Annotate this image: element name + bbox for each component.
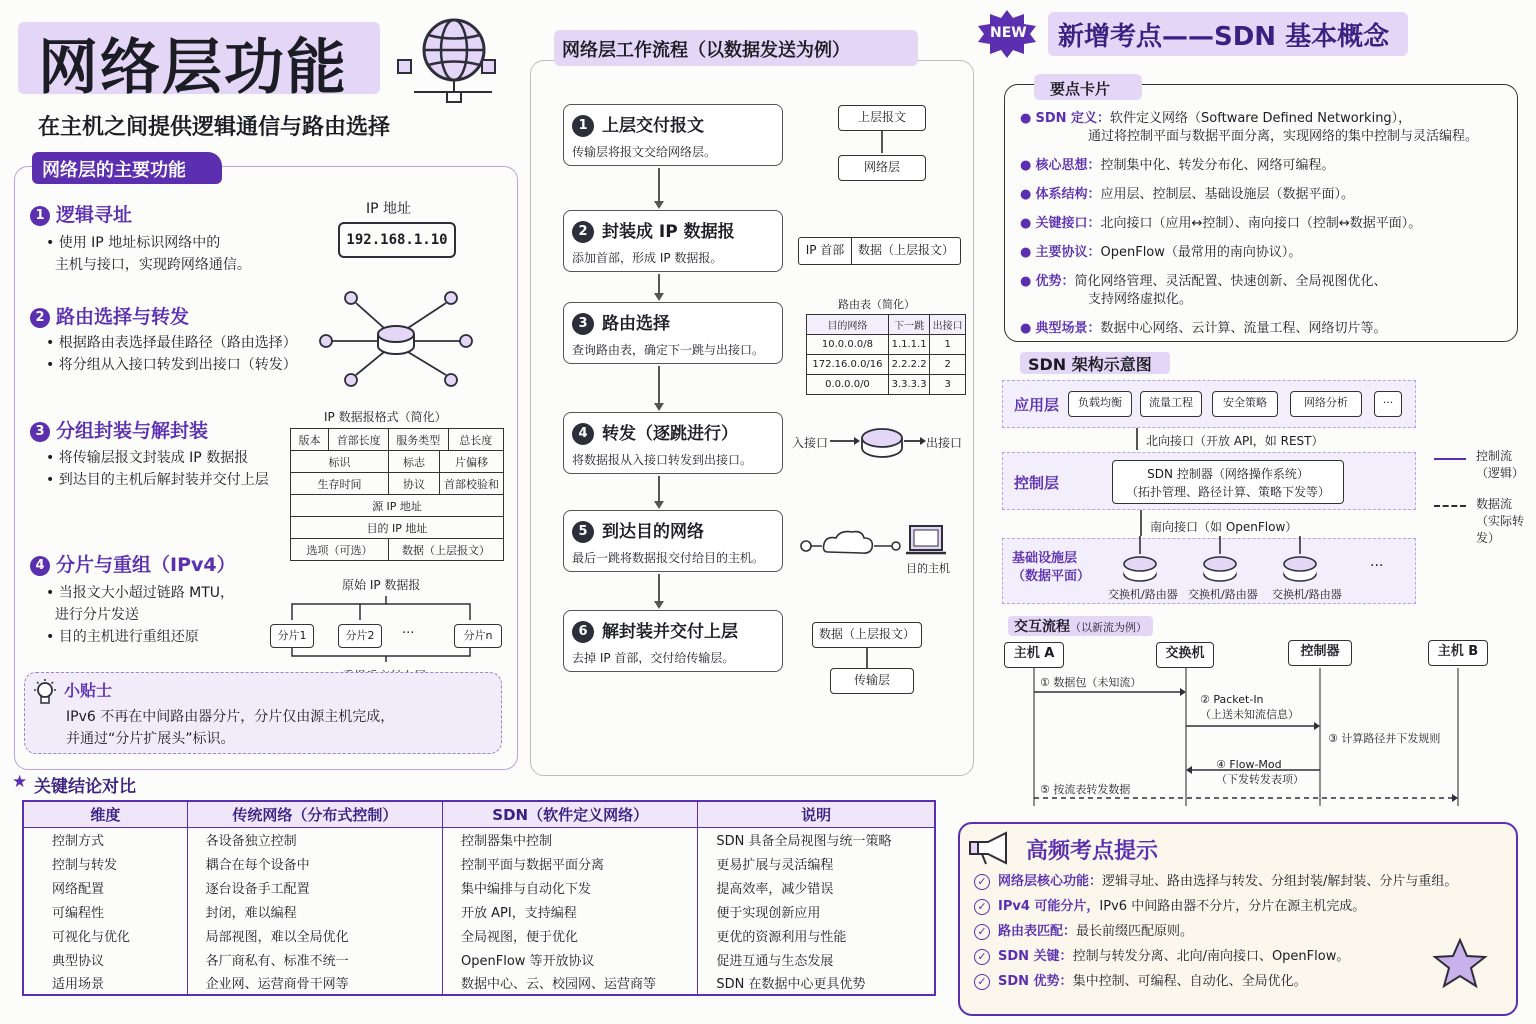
flow-title-text: 交互流程: [1014, 619, 1070, 635]
sdn-key-point: [1020, 273, 1510, 309]
step-description: 将数据报从入接口转发到出接口。: [572, 453, 753, 467]
rt-cell: 3.3.3.3: [888, 375, 929, 395]
workflow-step: [563, 302, 783, 364]
function-4-bullets: • 当报文大小超过链路 MTU， 进行分片发送 • 目的主机进行重组还原: [46, 585, 235, 645]
exam-tip-value: IPv6 中间路由器不分片，分片在源主机完成。: [1099, 899, 1366, 914]
app-layer-label: 应用层: [1014, 396, 1060, 414]
format-cell: 总长度: [448, 429, 503, 451]
connector: [881, 131, 883, 153]
upper-message-box: 上层报文: [838, 105, 926, 131]
rt-cell: 2: [930, 355, 966, 375]
bullet-text: 进行分片发送: [54, 607, 139, 623]
exam-tip-item: [974, 870, 1457, 890]
format-cell: 目的 IP 地址: [291, 517, 504, 539]
exam-tip-item: [974, 970, 1307, 990]
tip-line: 并通过“分片扩展头”标识。: [66, 731, 235, 747]
key-point-value: 数据中心网络、云计算、流量工程、网络切片等。: [1100, 321, 1387, 336]
step-title: [572, 309, 774, 335]
app-box: 网络分析: [1290, 391, 1362, 417]
step-number: 2: [572, 221, 594, 243]
step-connector: [658, 168, 660, 202]
step-arrowhead: [654, 501, 664, 509]
switch-label: 交换机/路由器: [1108, 588, 1178, 601]
step-description: 去掉 IP 首部，交付给传输层。: [572, 651, 735, 665]
routing-table: [806, 314, 966, 395]
format-cell: 首部长度: [329, 429, 389, 451]
actor-switch: 交换机: [1156, 642, 1214, 668]
bullet-dot: ●: [1020, 158, 1036, 173]
legend-text: 控制流: [1476, 449, 1513, 463]
app-box: 安全策略: [1212, 391, 1278, 417]
flow-msg-text: （上送未知流信息）: [1200, 708, 1299, 721]
bullet-text: 当报文大小超过链路 MTU，: [58, 585, 235, 601]
step-title: [572, 617, 774, 643]
compare-cell: 逐台设备手工配置: [187, 875, 442, 899]
step-connector: [658, 274, 660, 294]
key-point-value-2: 通过将控制平面与数据平面分离，实现网络的集中控制与灵活编程。: [1088, 129, 1479, 144]
number-badge: 2: [30, 308, 50, 328]
step-description: 最后一跳将数据报交付给目的主机。: [572, 551, 765, 565]
function-3-title: [30, 416, 208, 443]
format-cell: 协议: [388, 473, 439, 495]
ip-data-box: 数据（上层报文）: [851, 237, 961, 265]
table-row: [23, 875, 935, 899]
legend-text: 数据流: [1476, 497, 1513, 511]
sdn-controller-box: [1112, 460, 1344, 504]
flow-subtitle: （以新流为例）: [1070, 621, 1147, 634]
network-layer-box: 网络层: [838, 155, 926, 181]
compare-cell: 各厂商私有、标准不统一: [187, 947, 442, 971]
table-row: [23, 947, 935, 971]
fragment-1: 分片1: [270, 624, 314, 648]
compare-cell: 典型协议: [23, 947, 187, 971]
number-badge: 4: [30, 556, 50, 576]
step-title-text: 转发（逐跳进行）: [602, 424, 738, 444]
step-title: [572, 217, 774, 243]
check-icon: ✓: [974, 924, 990, 940]
compare-cell: 控制平面与数据平面分离: [443, 851, 698, 875]
rt-header: 出接口: [930, 315, 966, 335]
step-number: 3: [572, 313, 594, 335]
format-cell: 标识: [291, 451, 389, 473]
legend-text: （实际转发）: [1476, 514, 1525, 545]
rt-cell: 2.2.2.2: [888, 355, 929, 375]
exam-tip-key: 网络层核心功能：: [998, 874, 1103, 889]
switch-label: 交换机/路由器: [1188, 588, 1258, 601]
step-title-text: 到达目的网络: [602, 522, 704, 542]
original-datagram-label: 原始 IP 数据报: [342, 578, 421, 592]
check-icon: ✓: [974, 949, 990, 965]
compare-cell: 各设备独立控制: [187, 827, 442, 851]
compare-cell: 集中编排与自动化下发: [443, 875, 698, 899]
exam-tip-value: 最长前缀匹配原则。: [1076, 924, 1194, 939]
exam-tip-value: 集中控制、可编程、自动化、全局优化。: [1072, 974, 1307, 989]
app-box: 负载均衡: [1068, 391, 1132, 417]
key-point-value: 北向接口（应用↔控制）、南向接口（控制↔数据平面）。: [1100, 216, 1422, 231]
exam-tip-item: [974, 895, 1365, 915]
exam-tip-key: SDN 优势：: [998, 974, 1073, 989]
rt-cell: 1.1.1.1: [888, 335, 929, 355]
format-cell: 选项（可选）: [291, 539, 389, 561]
step-description: 添加首部，形成 IP 数据报。: [572, 251, 723, 265]
bullet-dot: ●: [1020, 216, 1036, 231]
rt-cell: 10.0.0.0/8: [807, 335, 889, 355]
compare-cell: 更优的资源利用与性能: [698, 923, 935, 947]
bullet-dot: ●: [1020, 187, 1036, 202]
rt-cell: 0.0.0.0/0: [807, 375, 889, 395]
out-interface-label: 出接口: [926, 436, 963, 450]
step-title: [572, 419, 774, 445]
table-row: [23, 923, 935, 947]
format-cell: 片偏移: [440, 451, 504, 473]
step-connector: [658, 476, 660, 502]
exam-tip-key: SDN 关键：: [998, 949, 1073, 964]
ip-format-title: IP 数据报格式（简化）: [324, 410, 447, 424]
sdn-key-point: [1020, 244, 1510, 262]
legend-text: （逻辑）: [1476, 466, 1525, 480]
function-1-title: [30, 200, 132, 227]
compare-cell: 数据中心、云、校园网、运营商等: [443, 971, 698, 995]
sdn-key-point: [1020, 215, 1510, 233]
key-point-label: 关键接口：: [1035, 216, 1101, 231]
actor-host-b: 主机 B: [1428, 640, 1488, 666]
control-flow-legend-line: [1434, 458, 1466, 460]
tip-line: IPv6 不再在中间路由器分片，分片仅由源主机完成，: [66, 709, 395, 725]
compare-cell: 适用场景: [23, 971, 187, 995]
switch-icons: [1110, 536, 1360, 584]
exam-tip-value: 控制与转发分离、北向/南向接口、OpenFlow。: [1072, 949, 1350, 964]
bullet-dot: ●: [1020, 111, 1036, 126]
control-layer-label: 控制层: [1014, 474, 1060, 492]
bullet-text: 到达目的主机后解封装并交付上层: [58, 472, 269, 488]
ip-datagram-format-table-3: [290, 538, 504, 561]
rt-header: 下一跳: [888, 315, 929, 335]
compare-cell: 控制方式: [23, 827, 187, 851]
format-cell: 生存时间: [291, 473, 389, 495]
control-flow-legend: [1476, 448, 1524, 482]
tip-text: [66, 706, 394, 750]
ip-datagram-format-table: [290, 428, 504, 451]
ip-header-box: IP 首部: [798, 237, 852, 265]
function-1-label: 逻辑寻址: [56, 204, 133, 226]
function-4-label: 分片与重组（IPv4）: [56, 554, 236, 576]
flow-title: [1008, 616, 1153, 636]
workflow-step: [563, 104, 783, 166]
workflow-step: [563, 610, 783, 672]
function-2-title: [30, 302, 189, 329]
compare-cell: SDN 具备全局视图与统一策略: [698, 827, 935, 851]
switch-label: 交换机/路由器: [1272, 588, 1342, 601]
rt-header: 目的网络: [807, 315, 889, 335]
ip-address-box: 192.168.1.10: [338, 222, 456, 258]
compare-cell: 局部视图，难以全局优化: [187, 923, 442, 947]
compare-cell: 封闭，难以编程: [187, 899, 442, 923]
key-point-label: 主要协议：: [1035, 245, 1101, 260]
compare-cell: 全局视图，便于优化: [443, 923, 698, 947]
router-forwarding-icon: [316, 284, 476, 394]
step-arrowhead: [654, 293, 664, 301]
flow-msg-text: （下发转发表项）: [1216, 773, 1304, 786]
key-point-label: 体系结构：: [1035, 187, 1101, 202]
table-row: [23, 899, 935, 923]
check-icon: ✓: [974, 974, 990, 990]
exam-tip-item: [974, 945, 1349, 965]
app-box: 流量工程: [1140, 391, 1202, 417]
step-description: 传输层将报文交给网络层。: [572, 145, 717, 159]
key-point-label: SDN 定义：: [1035, 111, 1111, 126]
megaphone-icon: [968, 830, 1014, 866]
step-title-text: 路由选择: [602, 314, 670, 334]
flow-msg-5: ⑤ 按流表转发数据: [1040, 783, 1131, 796]
bullet-dot: ●: [1020, 321, 1036, 336]
flow-msg-2: [1200, 692, 1299, 722]
infra-label-line: 基础设施层: [1012, 551, 1078, 566]
rt-cell: 172.16.0.0/16: [807, 355, 889, 375]
connector: [866, 648, 868, 668]
star-decoration-icon: [1430, 936, 1490, 992]
globe-network-icon: [392, 10, 502, 105]
upper-data-box: 数据（上层报文）: [812, 622, 922, 648]
step-description: 查询路由表，确定下一跳与出接口。: [572, 343, 765, 357]
step-connector: [658, 574, 660, 602]
key-point-label: 典型场景：: [1035, 321, 1101, 336]
tip-title: 小贴士: [64, 681, 113, 700]
step-title-text: 上层交付报文: [602, 116, 704, 136]
format-cell: 服务类型: [388, 429, 448, 451]
workflow-step: [563, 412, 783, 474]
sdn-key-point: [1020, 186, 1510, 204]
dest-host-label: 目的主机: [906, 562, 950, 575]
card-title: 要点卡片: [1050, 80, 1111, 98]
bullet-dot: ●: [1020, 245, 1036, 260]
number-badge: 1: [30, 206, 50, 226]
bullet-text: 将传输层报文封装成 IP 数据报: [58, 450, 249, 466]
compare-cell: OpenFlow 等开放协议: [443, 947, 698, 971]
step-title: [572, 517, 774, 543]
flow-msg-3: ③ 计算路径并下发规则: [1328, 732, 1441, 745]
app-box: ···: [1374, 391, 1402, 417]
compare-header-cell: 维度: [23, 801, 187, 827]
key-point-value: 控制集中化、转发分布化、网络可编程。: [1100, 158, 1335, 173]
format-cell: 数据（上层报文）: [388, 539, 503, 561]
compare-cell: 便于实现创新应用: [698, 899, 935, 923]
controller-functions: （拓扑管理、路径计算、策略下发等）: [1125, 485, 1330, 499]
format-cell: 标志: [388, 451, 439, 473]
bullet-text: 使用 IP 地址标识网络中的: [58, 235, 221, 251]
function-3-label: 分组封装与解封装: [56, 420, 209, 442]
function-1-bullet: • 使用 IP 地址标识网络中的 主机与接口，实现跨网络通信。: [46, 235, 251, 273]
south-interface-label: 南向接口（如 OpenFlow）: [1150, 520, 1298, 534]
infra-layer-label: [1012, 550, 1090, 586]
compare-header-cell: 说明: [698, 801, 935, 827]
format-cell: 版本: [291, 429, 329, 451]
page-subtitle: 在主机之间提供逻辑通信与路由选择: [38, 115, 391, 140]
compare-cell: 可编程性: [23, 899, 187, 923]
compare-cell: 可视化与优化: [23, 923, 187, 947]
fragment-n: 分片n: [454, 624, 502, 648]
compare-cell: 控制器集中控制: [443, 827, 698, 851]
key-point-label: 优势：: [1035, 274, 1075, 289]
in-interface-label: 入接口: [792, 436, 829, 450]
table-row: [23, 971, 935, 995]
flow-msg-1: ① 数据包（未知流）: [1040, 676, 1142, 689]
compare-cell: 提高效率，减少错误: [698, 875, 935, 899]
new-badge: NEW: [990, 25, 1027, 41]
page-title: 网络层功能: [38, 33, 348, 103]
compare-cell: 开放 API，支持编程: [443, 899, 698, 923]
section-title: 网络层的主要功能: [42, 160, 186, 181]
arch-title: SDN 架构示意图: [1028, 355, 1152, 374]
format-cell: 首部校验和: [440, 473, 504, 495]
compare-cell: 控制与转发: [23, 851, 187, 875]
north-interface-label: 北向接口（开放 API，如 REST）: [1146, 434, 1324, 448]
compare-cell: 更易扩展与灵活编程: [698, 851, 935, 875]
key-point-value: OpenFlow（最常用的南向协议）。: [1100, 245, 1302, 260]
compare-cell: 耦合在每个设备中: [187, 851, 442, 875]
sdn-key-point: [1020, 157, 1510, 175]
key-point-label: 核心思想：: [1035, 158, 1101, 173]
exam-tip-value: 逻辑寻址、路由选择与转发、分组封装/解封装、分片与重组。: [1102, 874, 1458, 889]
check-icon: ✓: [974, 899, 990, 915]
function-4-title: [30, 550, 236, 577]
compare-header-cell: 传统网络（分布式控制）: [187, 801, 442, 827]
bullet-dot: ●: [1020, 274, 1036, 289]
flow-msg-text: ④ Flow-Mod: [1216, 758, 1282, 771]
step-title-text: 封装成 IP 数据报: [602, 222, 735, 242]
format-cell: 源 IP 地址: [291, 495, 504, 517]
sdn-title: 新增考点——SDN 基本概念: [1058, 22, 1390, 52]
ip-label: IP 地址: [366, 201, 412, 217]
bullet-text: 根据路由表选择最佳路径（路由选择）: [58, 335, 297, 351]
actor-controller: 控制器: [1288, 640, 1352, 666]
step-arrowhead: [654, 601, 664, 609]
step-connector: [658, 366, 660, 404]
step-title: [572, 111, 774, 137]
table-row: [23, 827, 935, 851]
compare-header-cell: SDN（软件定义网络）: [443, 801, 698, 827]
step-number: 1: [572, 115, 594, 137]
check-icon: ✓: [974, 874, 990, 890]
key-point-value: 简化网络管理、灵活配置、快速创新、全局视图优化、: [1074, 274, 1387, 289]
south-arrow: [1140, 510, 1142, 536]
key-point-value-2: 支持网络虚拟化。: [1088, 292, 1193, 307]
function-3-bullets: • 将传输层报文封装成 IP 数据报 • 到达目的主机后解封装并交付上层: [46, 450, 269, 488]
infra-label-line: （数据平面）: [1012, 569, 1091, 584]
routing-table-title: 路由表（简化）: [838, 298, 915, 311]
bullet-text: 主机与接口，实现跨网络通信。: [54, 257, 251, 273]
switch-dots: ···: [1370, 558, 1384, 574]
data-flow-legend-line: [1434, 505, 1466, 507]
step-arrowhead: [654, 403, 664, 411]
table-row: [23, 851, 935, 875]
step-number: 5: [572, 521, 594, 543]
north-arrow: [1136, 428, 1138, 450]
exam-tips-title: 高频考点提示: [1026, 839, 1159, 864]
step-number: 4: [572, 423, 594, 445]
exam-tip-item: [974, 920, 1193, 940]
bullet-text: 目的主机进行重组还原: [58, 629, 199, 645]
exam-tip-key: IPv4 可能分片，: [998, 899, 1100, 914]
step-arrowhead: [654, 201, 664, 209]
comparison-table: [22, 800, 936, 996]
function-2-label: 路由选择与转发: [56, 306, 190, 328]
step-title-text: 解封装并交付上层: [602, 622, 738, 642]
compare-cell: SDN 在数据中心更具优势: [698, 971, 935, 995]
compare-cell: 企业网、运营商骨干网等: [187, 971, 442, 995]
sdn-key-point: [1020, 320, 1510, 338]
key-point-value: 软件定义网络（Software Defined Networking），: [1110, 111, 1412, 126]
router-icon: [830, 426, 926, 466]
compare-cell: 促进互通与生态发展: [698, 947, 935, 971]
flow-msg-4: [1216, 757, 1304, 787]
flow-msg-text: ② Packet-In: [1200, 693, 1264, 706]
compare-title: 关键结论对比: [34, 777, 136, 797]
rt-cell: 3: [930, 375, 966, 395]
lightbulb-icon: [32, 678, 58, 708]
controller-name: SDN 控制器（网络操作系统）: [1147, 467, 1309, 481]
fragment-2: 分片2: [338, 624, 382, 648]
workflow-step: [563, 510, 783, 572]
fragment-dots: ···: [402, 626, 415, 641]
compare-cell: 网络配置: [23, 875, 187, 899]
key-point-value: 应用层、控制层、基础设施层（数据平面）。: [1100, 187, 1355, 202]
step-number: 6: [572, 621, 594, 643]
sdn-key-point: [1020, 110, 1510, 146]
bullet-text: 将分组从入接口转发到出接口（转发）: [58, 357, 297, 373]
actor-host-a: 主机 A: [1004, 642, 1064, 668]
rt-cell: 1: [930, 335, 966, 355]
exam-tip-key: 路由表匹配：: [998, 924, 1077, 939]
number-badge: 3: [30, 422, 50, 442]
workflow-step: [563, 210, 783, 272]
star-icon: ★: [12, 772, 28, 792]
data-flow-legend: [1476, 496, 1536, 547]
transport-layer-box: 传输层: [830, 668, 914, 694]
function-2-bullets: • 根据路由表选择最佳路径（路由选择） • 将分组从入接口转发到出接口（转发）: [46, 335, 297, 373]
ip-datagram-format-table-2: [290, 450, 504, 539]
workflow-title: 网络层工作流程（以数据发送为例）: [562, 40, 850, 61]
